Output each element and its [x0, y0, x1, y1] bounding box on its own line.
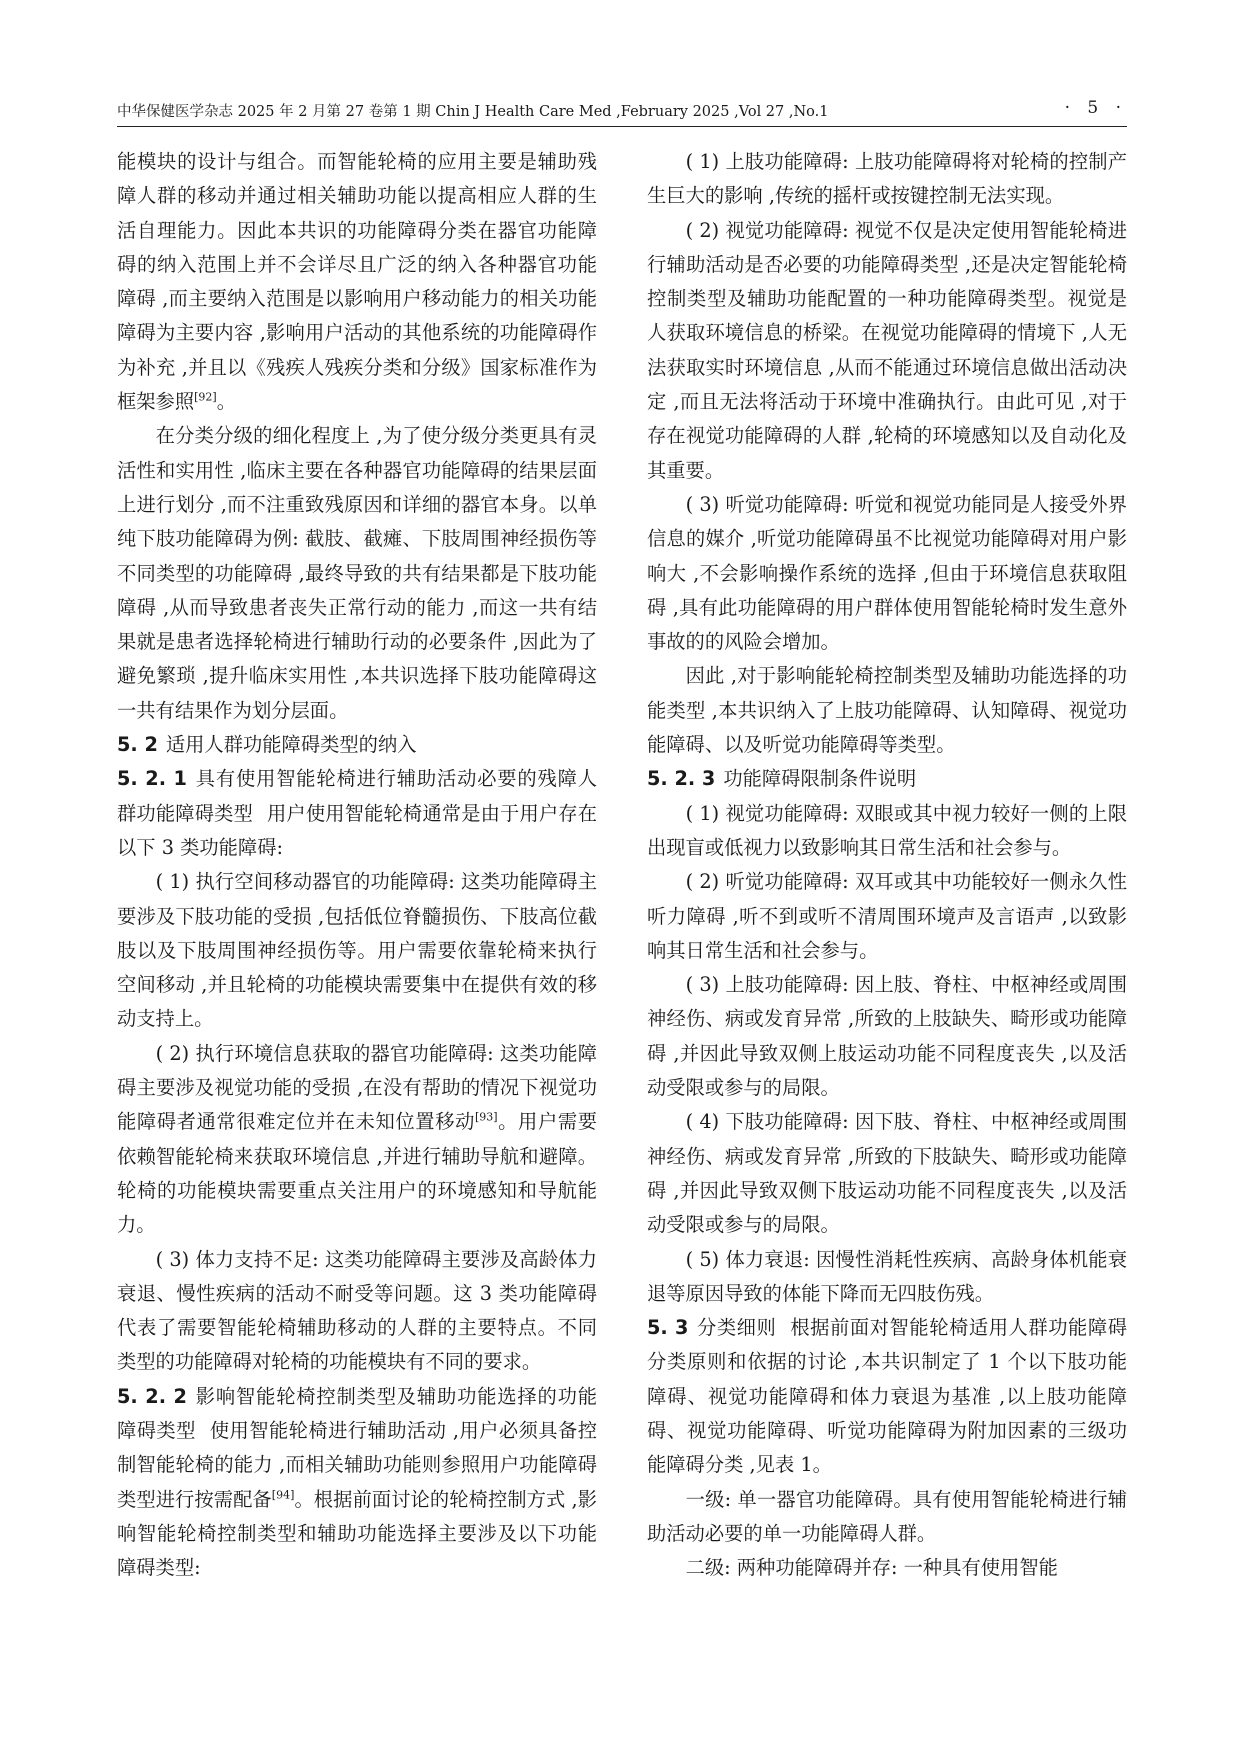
list-item-1: ( 1) 执行空间移动器官的功能障碍: 这类功能障碍主要涉及下肢功能的受损 ,包括低位脊髓损伤、下肢高位截肢以及下肢周围神经损伤等。用户需要依靠轮椅来执行空间移动 ,并且轮椅的功能模块需要集中在提供有效的移动支持上。 — [117, 870, 597, 1031]
section-5-2-2: 5. 2. 2 影响智能轮椅控制类型及辅助功能选择的功能障碍类型 使用智能轮椅进行辅助活动 ,用户必须具备控制智能轮椅的能力 ,而相关辅助功能则参照用户功能障碍类型进行按需配备[94]。根据前面讨论的轮椅控制方式 ,影响智能轮椅控制类型和辅助功能选择主要涉及以下功能障碍类型: — [117, 1384, 598, 1580]
citation-92: [92] — [194, 390, 217, 404]
journal-citation: 中华保健医学杂志 2025 年 2 月第 27 卷第 1 期 Chin J Health Care Med ,February 2025 ,Vol 27 ,No.1 — [117, 104, 829, 120]
header-divider — [117, 126, 1127, 127]
condition-item-1: ( 1) 视觉功能障碍: 双眼或其中视力较好一侧的上限出现盲或低视力以致影响其日常生活和社会参与。 — [647, 801, 1127, 859]
page-number: · 5 · — [1064, 98, 1127, 118]
citation-93: [93] — [474, 1110, 498, 1124]
right-column — [647, 145, 1127, 1585]
list-item-2: ( 2) 执行环境信息获取的器官功能障碍: 这类功能障碍主要涉及视觉功能的受损 ,在没有帮助的情况下视觉功能障碍者通常很难定位并在未知位置移动[93]。用户需要依赖智能轮椅来获取环境信息 ,并进行辅助导航和避障。轮椅的功能模块需要重点关注用户的环境感知和导航能力。 — [117, 1041, 597, 1237]
condition-item-5: ( 5) 体力衰退: 因慢性消耗性疾病、高龄身体机能衰退等原因导致的体能下降而无四肢伤残。 — [647, 1247, 1127, 1305]
condition-item-4: ( 4) 下肢功能障碍: 因下肢、脊柱、中枢神经或周围神经伤、病或发育异常 ,所致的下肢缺失、畸形或功能障碍 ,并因此导致双侧下肢运动功能不同程度丧失 ,以及活动受限或参与的局限。 — [647, 1110, 1127, 1237]
grade-2: 二级: 两种功能障碍并存: 一种具有使用智能 — [685, 1556, 1058, 1580]
section-5-2-3-heading: 5. 2. 3 功能障碍限制条件说明 — [647, 767, 917, 791]
condition-item-3: ( 3) 上肢功能障碍: 因上肢、脊柱、中枢神经或周围神经伤、病或发育异常 ,所致的上肢缺失、畸形或功能障碍 ,并因此导致双侧上肢运动功能不同程度丧失 ,以及活动受限或参与的局限。 — [647, 973, 1127, 1100]
running-header — [117, 98, 1127, 128]
section-5-3: 5. 3 分类细则 根据前面对智能轮椅适用人群功能障碍分类原则和依据的讨论 ,本共识制定了 1 个以下肢功能障碍、视觉功能障碍和体力衰退为基准 ,以上肢功能障碍、视觉功能障碍、听觉功能障碍为附加因素的三级功能障碍分类 ,见表 1。 — [647, 1316, 1128, 1477]
grade-1: 一级: 单一器官功能障碍。具有使用智能轮椅进行辅助活动必要的单一功能障碍人群。 — [647, 1487, 1127, 1545]
citation-94: [94] — [271, 1488, 295, 1502]
paragraph-intro: 能模块的设计与组合。而智能轮椅的应用主要是辅助残障人群的移动并通过相关辅助功能以提高相应人群的生活自理能力。因此本共识的功能障碍分类在器官功能障碍的纳入范围上并不会详尽且广泛的纳入各种器官功能障碍 ,而主要纳入范围是以影响用户移动能力的相关功能障碍为主要内容 ,影响用户活动的其他系统的功能障碍作为补充 ,并且以《残疾人残疾分类和分级》国家标准作为框架参照[92]。 — [117, 150, 597, 414]
condition-item-2: ( 2) 听觉功能障碍: 双耳或其中功能较好一侧永久性听力障碍 ,听不到或听不清周围环境声及言语声 ,以致影响其日常生活和社会参与。 — [647, 870, 1127, 962]
section-5-2-2-title: 影响智能轮椅控制类型及辅助功能选择的功能障碍类型 — [117, 1384, 597, 1442]
control-item-3: ( 3) 听觉功能障碍: 听觉和视觉功能同是人接受外界信息的媒介 ,听觉功能障碍虽不比视觉功能障碍对用户影响大 ,不会影响操作系统的选择 ,但由于环境信息获取阻碍 ,具有此功能障碍的用户群体使用智能轮椅时发生意外事故的的风险会增加。 — [647, 492, 1127, 654]
paragraph-classification: 在分类分级的细化程度上 ,为了使分级分类更具有灵活性和实用性 ,临床主要在各种器官功能障碍的结果层面上进行划分 ,而不注重致残原因和详细的器官本身。以单纯下肢功能障碍为例: 截肢、截瘫、下肢周围神经损伤等不同类型的功能障碍 ,最终导致的共有结果都是下肢功能障碍 ,从而导致患者丧失正常行动的能力 ,而这一共有结果就是患者选择轮椅进行辅助行动的必要条件 ,因此为了避免繁琐 ,提升临床实用性 ,本共识选择下肢功能障碍这一共有结果作为划分层面。 — [117, 424, 597, 722]
left-column — [117, 145, 597, 1585]
section-5-3-title: 分类细则 — [696, 1316, 777, 1340]
list-item-3: ( 3) 体力支持不足: 这类功能障碍主要涉及高龄体力衰退、慢性疾病的活动不耐受等问题。这 3 类功能障碍代表了需要智能轮椅辅助移动的人群的主要特点。不同类型的功能障碍对轮椅的功能模块有不同的要求。 — [117, 1247, 597, 1374]
paragraph-summary: 因此 ,对于影响能轮椅控制类型及辅助功能选择的功能类型 ,本共识纳入了上肢功能障碍、认知障碍、视觉功能障碍、以及听觉功能障碍等类型。 — [647, 664, 1127, 757]
section-5-2-1-title: 具有使用智能轮椅进行辅助活动必要的残障人群功能障碍类型 — [117, 767, 597, 825]
section-5-2-heading: 5. 2 适用人群功能障碍类型的纳入 — [117, 733, 417, 757]
section-5-2-1: 5. 2. 1 具有使用智能轮椅进行辅助活动必要的残障人群功能障碍类型 用户使用智能轮椅通常是由于用户存在以下 3 类功能障碍: — [117, 767, 598, 859]
control-item-2: ( 2) 视觉功能障碍: 视觉不仅是决定使用智能轮椅进行辅助活动是否必要的功能障碍类型 ,还是决定智能轮椅控制类型及辅助功能配置的一种功能障碍类型。视觉是人获取环境信息的桥梁。在视觉功能障碍的情境下 ,人无法获取实时环境信息 ,从而不能通过环境信息做出活动决定 ,而且无法将活动于环境中准确执行。由此可见 ,对于存在视觉功能障碍的人群 ,轮椅的环境感知以及自动化及其重要。 — [647, 218, 1127, 482]
control-item-1: ( 1) 上肢功能障碍: 上肢功能障碍将对轮椅的控制产生巨大的影响 ,传统的摇杆或按键控制无法实现。 — [647, 150, 1127, 208]
